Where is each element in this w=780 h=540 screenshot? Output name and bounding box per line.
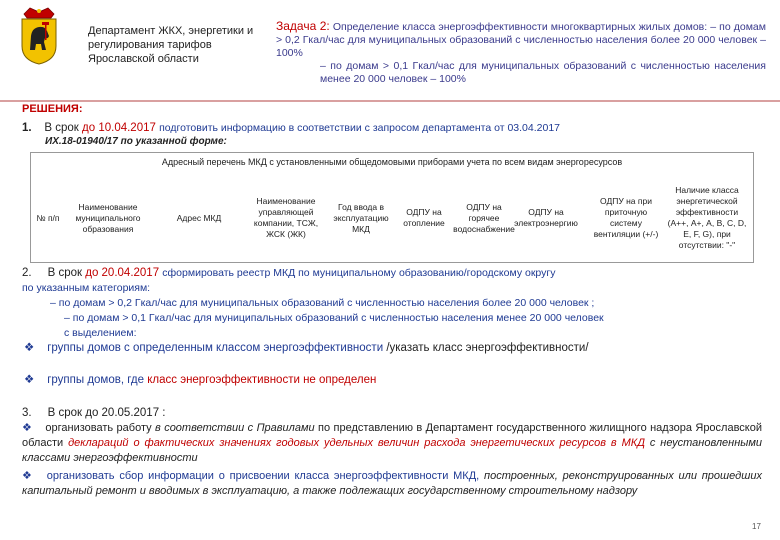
table-header-municipality: Наименование муниципального образования <box>75 201 141 234</box>
solution-3-prefix: В срок <box>47 407 83 419</box>
solution-2-number: 2. <box>22 267 32 279</box>
solution-2-category-2-tail: с выделением: <box>64 327 137 339</box>
table-header-management-company: Наименование управляющей компании, ТСЖ, ЖСК (ЖК) <box>253 196 319 239</box>
solution-1-reference: ИХ.18-01940/17 по указанной форме: <box>45 136 227 147</box>
diamond-bullet-icon: ❖ <box>24 374 35 386</box>
bullet-3-text-c: по представлению в Департамент государственного жилищного надзора Ярославской области <box>22 422 763 449</box>
bullet-4-text-b: построенных, реконструированных или прошедших капитальный ремонт и вводимых в эксплуатацию, а также подлежащих государственному строительному надзору <box>22 470 762 497</box>
table-header-address: Адрес МКД <box>176 212 222 223</box>
solutions-label: РЕШЕНИЯ: <box>22 103 83 115</box>
solution-2-deadline: до 20.04.2017 <box>85 267 160 279</box>
bullet-3-text-d: деклараций о фактических значениях годовых удельных величин расхода энергетических ресурсов в МКД <box>68 437 645 449</box>
solution-2-category-1: – по домам > 0,2 Гкал/час для муниципальных образований с численностью населения более 20 000 человек ; <box>50 297 595 309</box>
department-name: Департамент ЖКХ, энергетики и регулирования тарифов Ярославской области <box>88 25 254 65</box>
diamond-bullet-icon: ❖ <box>22 470 32 482</box>
table-header-ventilation-meter: ОДПУ на при приточную систему вентиляции (+/-) <box>593 196 659 239</box>
bullet-4-text-a: организовать сбор информации о присвоении класса энергоэффективности МКД, <box>46 470 480 482</box>
diamond-bullet-icon: ❖ <box>22 422 32 434</box>
bullet-3-text-a: организовать работу <box>45 422 152 434</box>
task-title: Задача 2: <box>276 19 330 33</box>
bullet-3 <box>22 421 762 466</box>
solution-3-deadline: до 20.05.2017 : <box>85 407 166 419</box>
bullet-1 <box>24 341 764 356</box>
mkd-address-table <box>30 152 754 263</box>
coat-of-arms-icon <box>18 6 60 66</box>
header-divider <box>0 100 780 102</box>
bullet-2-text-b: класс энергоэффективности не определен <box>147 374 377 386</box>
table-header-electricity-meter: ОДПУ на электроэнергию <box>514 207 578 228</box>
bullet-1-text-a: группы домов с определенным классом энергоэффективности <box>47 342 384 354</box>
table-header-heating-meter: ОДПУ на отопление <box>403 207 445 228</box>
table-caption: Адресный перечень МКД с установленными общедомовыми приборами учета по всем видам энергоресурсов <box>161 157 623 167</box>
solution-1-prefix: В срок <box>44 122 79 134</box>
solution-2 <box>22 266 762 281</box>
solution-2-category-2: – по домам > 0,1 Гкал/час для муниципальных образований с численностью населения менее 20 000 человек <box>64 312 604 324</box>
task-text-1: Определение класса энергоэффективности многоквартирных жилых домов: – по домам > 0,2 Гкал/час для муниципальных образований с численностью населения более 20 000 человек – 100% <box>276 21 766 59</box>
solution-1-number: 1. <box>22 122 32 134</box>
solution-2-text: сформировать реестр МКД по муниципальному образованию/городскому округу <box>162 267 556 279</box>
bullet-2 <box>24 373 764 388</box>
task-description <box>276 20 766 86</box>
bullet-1-text-b: /указать класс энергоэффективности/ <box>386 342 589 354</box>
solution-1-deadline: до 10.04.2017 <box>82 122 156 134</box>
diamond-bullet-icon: ❖ <box>24 342 35 354</box>
solution-1-text: подготовить информацию в соответствии с запросом департамента от 03.04.2017 <box>159 122 561 134</box>
table-header-hot-water-meter: ОДПУ на горячее водоснабжение <box>453 201 515 234</box>
solution-2-prefix: В срок <box>47 267 83 279</box>
task-text-2: – по домам > 0,1 Гкал/час для муниципальных образований с численностью населения менее 20 000 человек – 100% <box>320 60 766 85</box>
solution-1 <box>22 121 762 136</box>
table-header-commissioning-year: Год ввода в эксплуатацию МКД <box>333 201 389 234</box>
solution-3-number: 3. <box>22 407 32 419</box>
bullet-3-text-e: с неустановленными классами энергоэффективности <box>22 437 762 464</box>
table-header-energy-class: Наличие класса энергетической эффективности (А++, А+, А, В, С, D, E, F, G), при отсутствии: "-" <box>667 185 747 250</box>
table-header-number: № п/п <box>36 212 60 223</box>
solution-2-text-b: по указанным категориям: <box>22 282 151 294</box>
bullet-3-text-b: в соответствии с Правилами <box>155 422 315 434</box>
page-number: 17 <box>752 522 761 531</box>
bullet-2-text-a: группы домов, где <box>47 374 145 386</box>
solution-3 <box>22 406 762 421</box>
bullet-4 <box>22 469 762 499</box>
